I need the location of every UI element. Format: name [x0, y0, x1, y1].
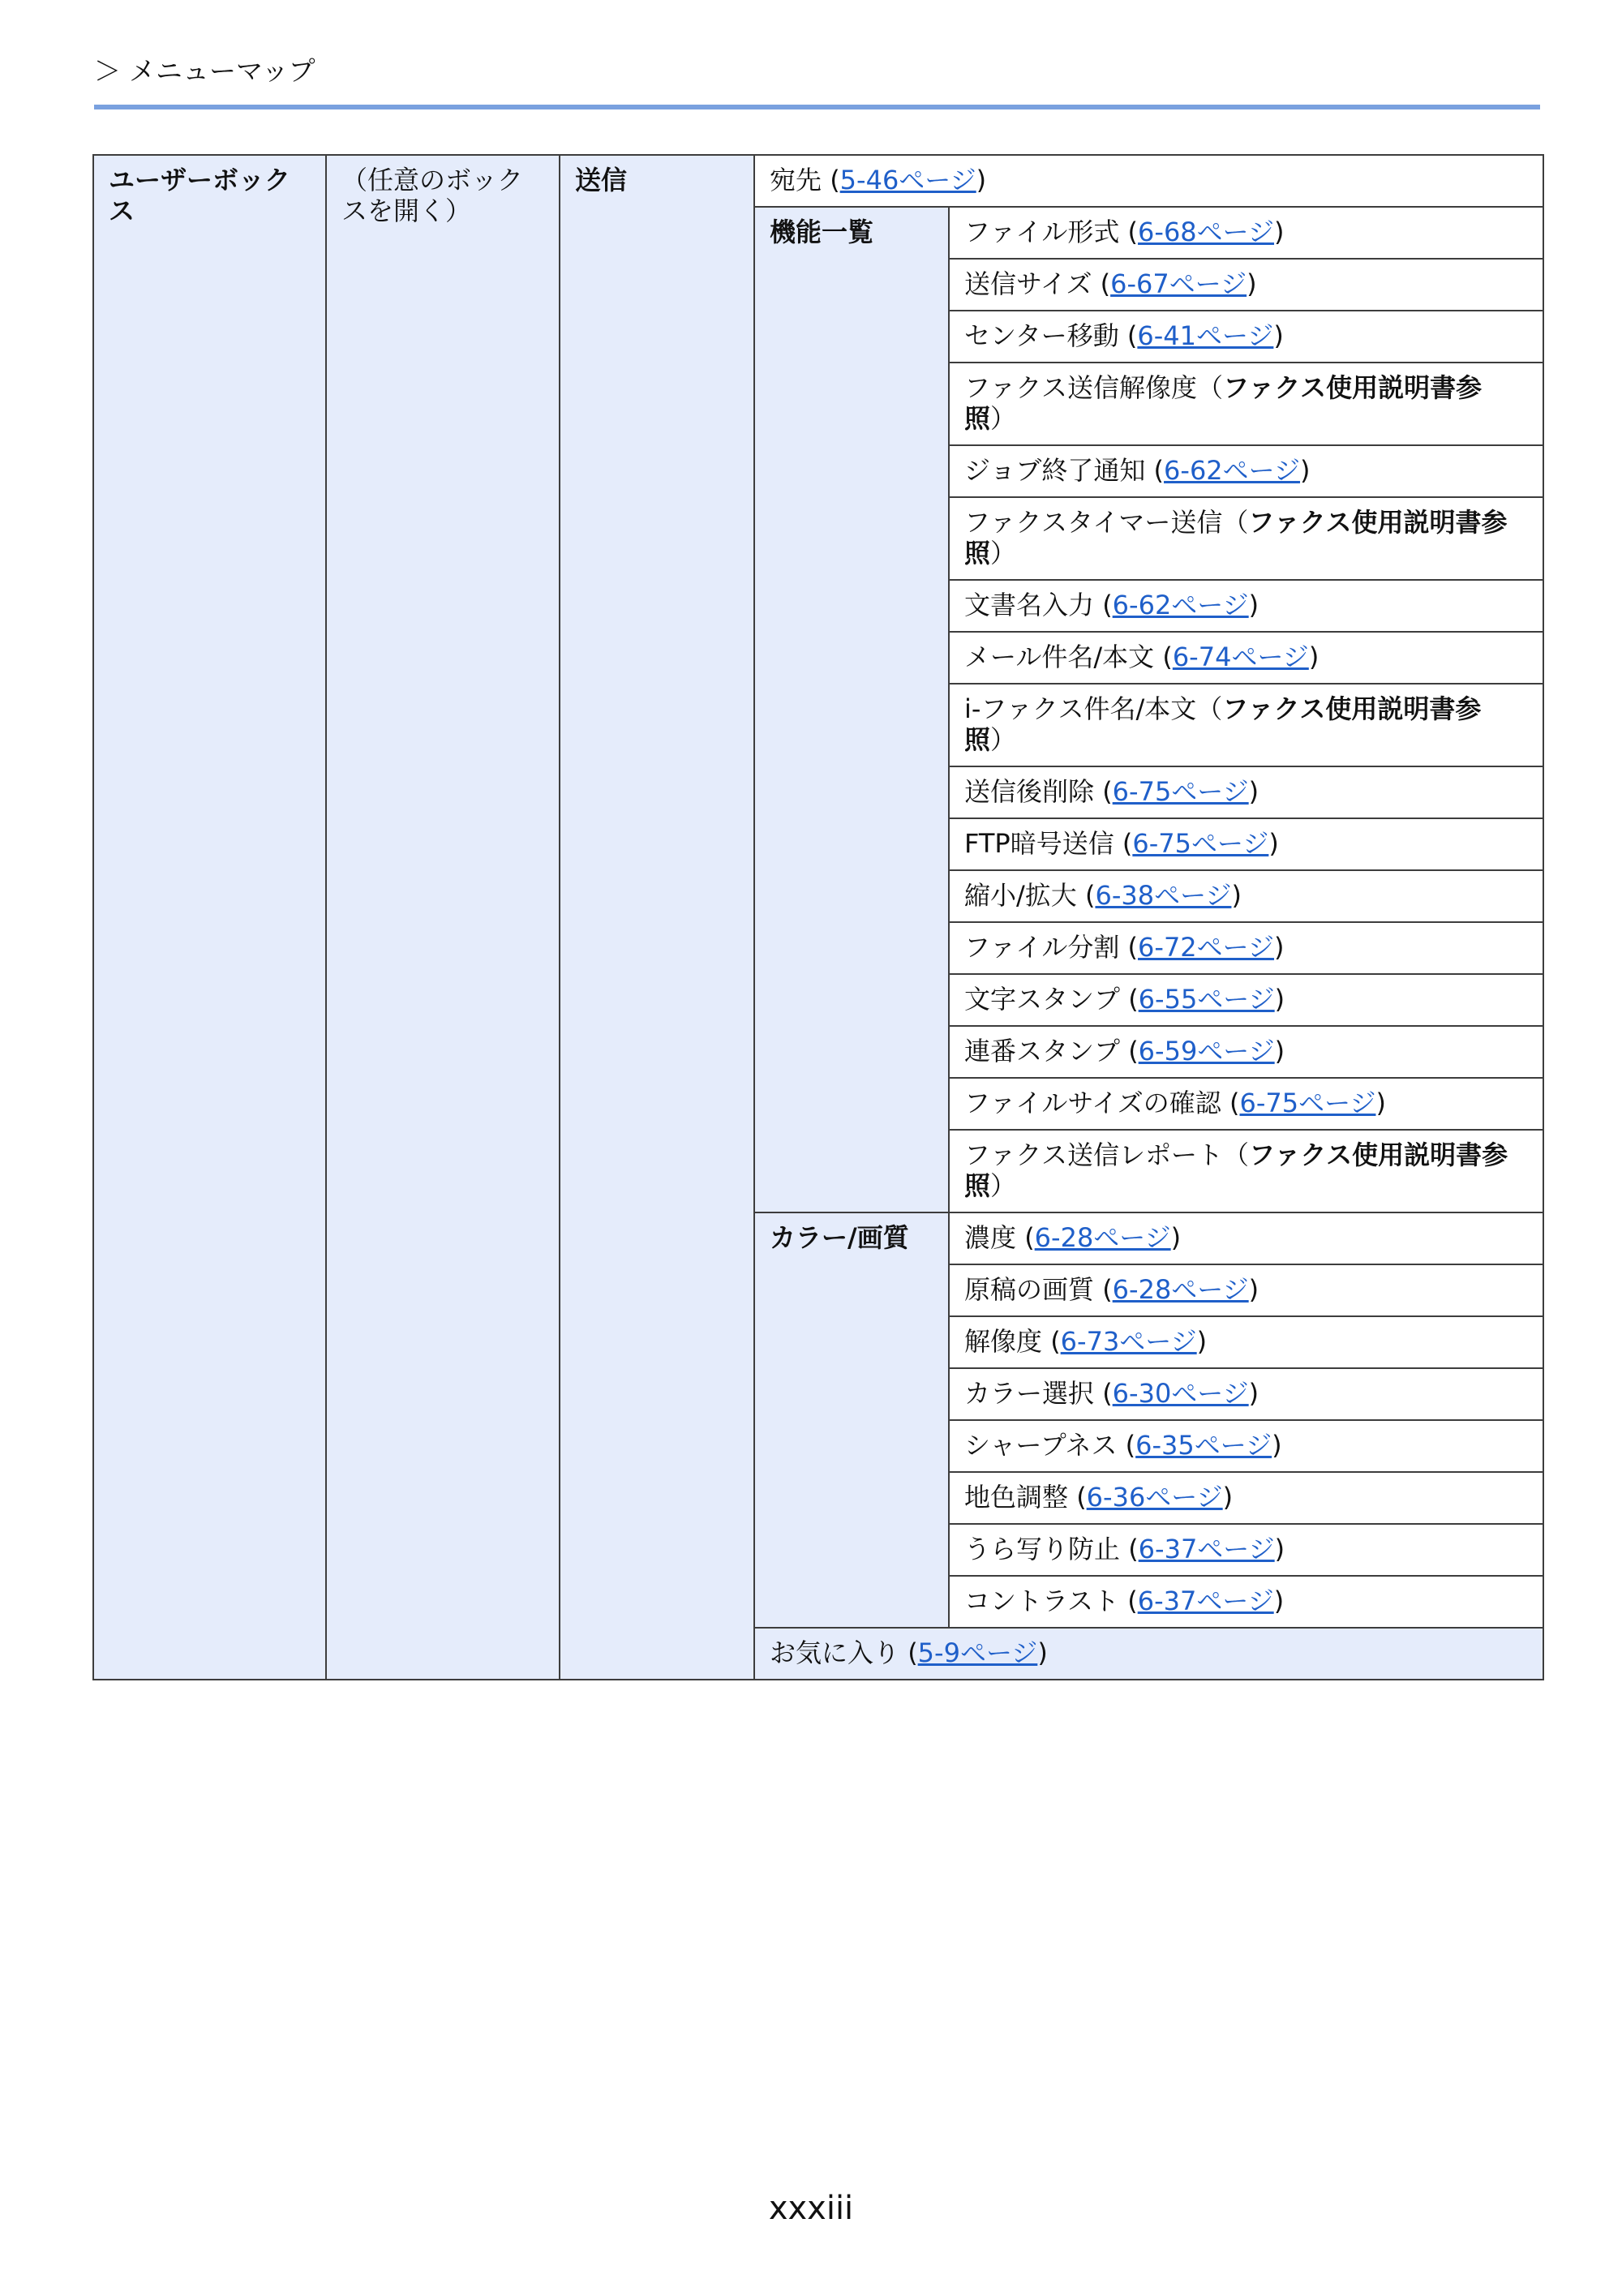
- table-row: [93, 155, 1543, 207]
- menu-map-body: [93, 155, 1543, 1680]
- menu-item-cell: カラー選択 (6-30ページ): [949, 1368, 1543, 1420]
- page-reference-link[interactable]: 5-46ページ: [839, 165, 976, 195]
- menu-item-cell: 解像度 (6-73ページ): [949, 1316, 1543, 1368]
- menu-item-label: 連番スタンプ: [964, 1036, 1121, 1066]
- page-reference-link[interactable]: 6-30ページ: [1112, 1378, 1249, 1409]
- manual-reference: ファクス使用説明書参照: [964, 507, 1508, 569]
- menu-item-cell: コントラスト (6-37ページ): [949, 1576, 1543, 1628]
- page-reference-link[interactable]: 6-75ページ: [1112, 776, 1249, 807]
- page-reference-link[interactable]: 6-72ページ: [1138, 932, 1275, 963]
- group-label-cell: カラー/画質: [754, 1212, 949, 1628]
- level2-open-box: （任意のボックスを開く）: [326, 155, 560, 1680]
- page-reference-link[interactable]: 6-37ページ: [1138, 1534, 1275, 1564]
- menu-item-label: ジョブ終了通知: [964, 455, 1146, 486]
- page-reference-link[interactable]: 6-67ページ: [1110, 268, 1247, 299]
- menu-item-label: 地色調整: [964, 1482, 1069, 1513]
- menu-item-cell: ファクス送信レポート（ファクス使用説明書参照）: [949, 1130, 1543, 1212]
- menu-item-cell: ファクス送信解像度（ファクス使用説明書参照）: [949, 363, 1543, 445]
- level3-send: 送信: [560, 155, 754, 1680]
- manual-reference: ファクス使用説明書参照: [964, 372, 1483, 434]
- menu-item-cell: i-ファクス件名/本文（ファクス使用説明書参照）: [949, 684, 1543, 766]
- menu-item-cell: うら写り防止 (6-37ページ): [949, 1524, 1543, 1576]
- menu-item-cell: 文字スタンプ (6-55ページ): [949, 974, 1543, 1026]
- page-reference-link[interactable]: 6-55ページ: [1138, 984, 1275, 1015]
- menu-item-cell: センター移動 (6-41ページ): [949, 311, 1543, 363]
- destination-cell: 宛先 (5-46ページ): [754, 155, 1543, 207]
- page-reference-link[interactable]: 6-73ページ: [1060, 1326, 1197, 1357]
- header-divider: [94, 105, 1540, 109]
- menu-item-label: 解像度: [964, 1326, 1043, 1357]
- menu-map-table: [92, 154, 1544, 1680]
- page-reference-link[interactable]: 6-35ページ: [1135, 1430, 1272, 1461]
- page-reference-link[interactable]: 6-75ページ: [1239, 1088, 1376, 1118]
- page-reference-link[interactable]: 5-9ページ: [917, 1637, 1038, 1668]
- chevron-right-icon: ＞: [94, 55, 121, 87]
- menu-item-label: ファイル形式: [964, 217, 1120, 247]
- menu-item-label: 原稿の画質: [964, 1274, 1095, 1305]
- page-reference-link[interactable]: 6-62ページ: [1112, 590, 1249, 620]
- page-reference-link[interactable]: 6-74ページ: [1172, 642, 1309, 672]
- menu-item-cell: 濃度 (6-28ページ): [949, 1212, 1543, 1264]
- menu-item-label: 送信サイズ: [964, 268, 1092, 299]
- menu-item-cell: ファクスタイマー送信（ファクス使用説明書参照）: [949, 497, 1543, 580]
- menu-item-cell: 原稿の画質 (6-28ページ): [949, 1264, 1543, 1316]
- page-reference-link[interactable]: 6-59ページ: [1138, 1036, 1275, 1066]
- page-reference-link[interactable]: 6-36ページ: [1086, 1482, 1223, 1513]
- menu-item-label: ファクス送信解像度: [964, 372, 1198, 403]
- page-reference-link[interactable]: 6-62ページ: [1164, 455, 1301, 486]
- section-title: メニューマップ: [129, 55, 315, 87]
- menu-item-label: i-ファクス件名/本文: [964, 693, 1197, 724]
- manual-reference: ファクス使用説明書参照: [964, 1139, 1508, 1201]
- menu-item-label: 宛先: [770, 165, 822, 195]
- menu-item-label: 文字スタンプ: [964, 984, 1121, 1015]
- menu-item-label: コントラスト: [964, 1586, 1120, 1616]
- menu-item-cell: ファイル分割 (6-72ページ): [949, 922, 1543, 974]
- menu-item-cell: 送信後削除 (6-75ページ): [949, 766, 1543, 818]
- menu-item-label: ファクスタイマー送信: [964, 507, 1223, 538]
- level1-user-box: ユーザーボックス: [93, 155, 326, 1680]
- page-reference-link[interactable]: 6-28ページ: [1112, 1274, 1249, 1305]
- menu-item-label: FTP暗号送信: [964, 828, 1114, 859]
- menu-item-cell: 地色調整 (6-36ページ): [949, 1472, 1543, 1524]
- menu-item-label: うら写り防止: [964, 1534, 1121, 1564]
- page-number: xxxiii: [768, 2190, 854, 2227]
- menu-item-label: 送信後削除: [964, 776, 1095, 807]
- page-reference-link[interactable]: 6-28ページ: [1034, 1222, 1171, 1253]
- menu-item-cell: 送信サイズ (6-67ページ): [949, 259, 1543, 311]
- menu-item-label: 文書名入力: [964, 590, 1095, 620]
- menu-item-cell: 縮小/拡大 (6-38ページ): [949, 870, 1543, 922]
- page-reference-link[interactable]: 6-75ページ: [1132, 828, 1269, 859]
- favorites-cell: お気に入り (5-9ページ): [754, 1628, 1543, 1680]
- menu-item-label: ファイル分割: [964, 932, 1120, 963]
- page-reference-link[interactable]: 6-41ページ: [1137, 320, 1274, 351]
- menu-item-cell: ジョブ終了通知 (6-62ページ): [949, 445, 1543, 497]
- menu-item-label: 縮小/拡大: [964, 880, 1077, 911]
- menu-item-cell: シャープネス (6-35ページ): [949, 1420, 1543, 1472]
- menu-item-label: シャープネス: [964, 1430, 1118, 1461]
- menu-item-label: お気に入り: [770, 1637, 900, 1668]
- page-reference-link[interactable]: 6-38ページ: [1095, 880, 1232, 911]
- menu-item-label: 濃度: [964, 1222, 1017, 1253]
- page-reference-link[interactable]: 6-68ページ: [1138, 217, 1275, 247]
- manual-reference: ファクス使用説明書参照: [964, 693, 1482, 755]
- menu-item-cell: ファイルサイズの確認 (6-75ページ): [949, 1078, 1543, 1130]
- menu-item-label: ファイルサイズの確認: [964, 1088, 1221, 1118]
- menu-item-cell: 連番スタンプ (6-59ページ): [949, 1026, 1543, 1078]
- breadcrumb-header: [94, 52, 315, 91]
- menu-item-label: カラー選択: [964, 1378, 1095, 1409]
- menu-item-label: メール件名/本文: [964, 642, 1155, 672]
- menu-item-label: ファクス送信レポート: [964, 1139, 1224, 1170]
- menu-item-cell: 文書名入力 (6-62ページ): [949, 580, 1543, 632]
- menu-item-cell: メール件名/本文 (6-74ページ): [949, 632, 1543, 684]
- group-label-cell: 機能一覧: [754, 207, 949, 1212]
- menu-item-label: センター移動: [964, 320, 1119, 351]
- menu-item-cell: ファイル形式 (6-68ページ): [949, 207, 1543, 259]
- page-reference-link[interactable]: 6-37ページ: [1137, 1586, 1274, 1616]
- menu-item-cell: FTP暗号送信 (6-75ページ): [949, 818, 1543, 870]
